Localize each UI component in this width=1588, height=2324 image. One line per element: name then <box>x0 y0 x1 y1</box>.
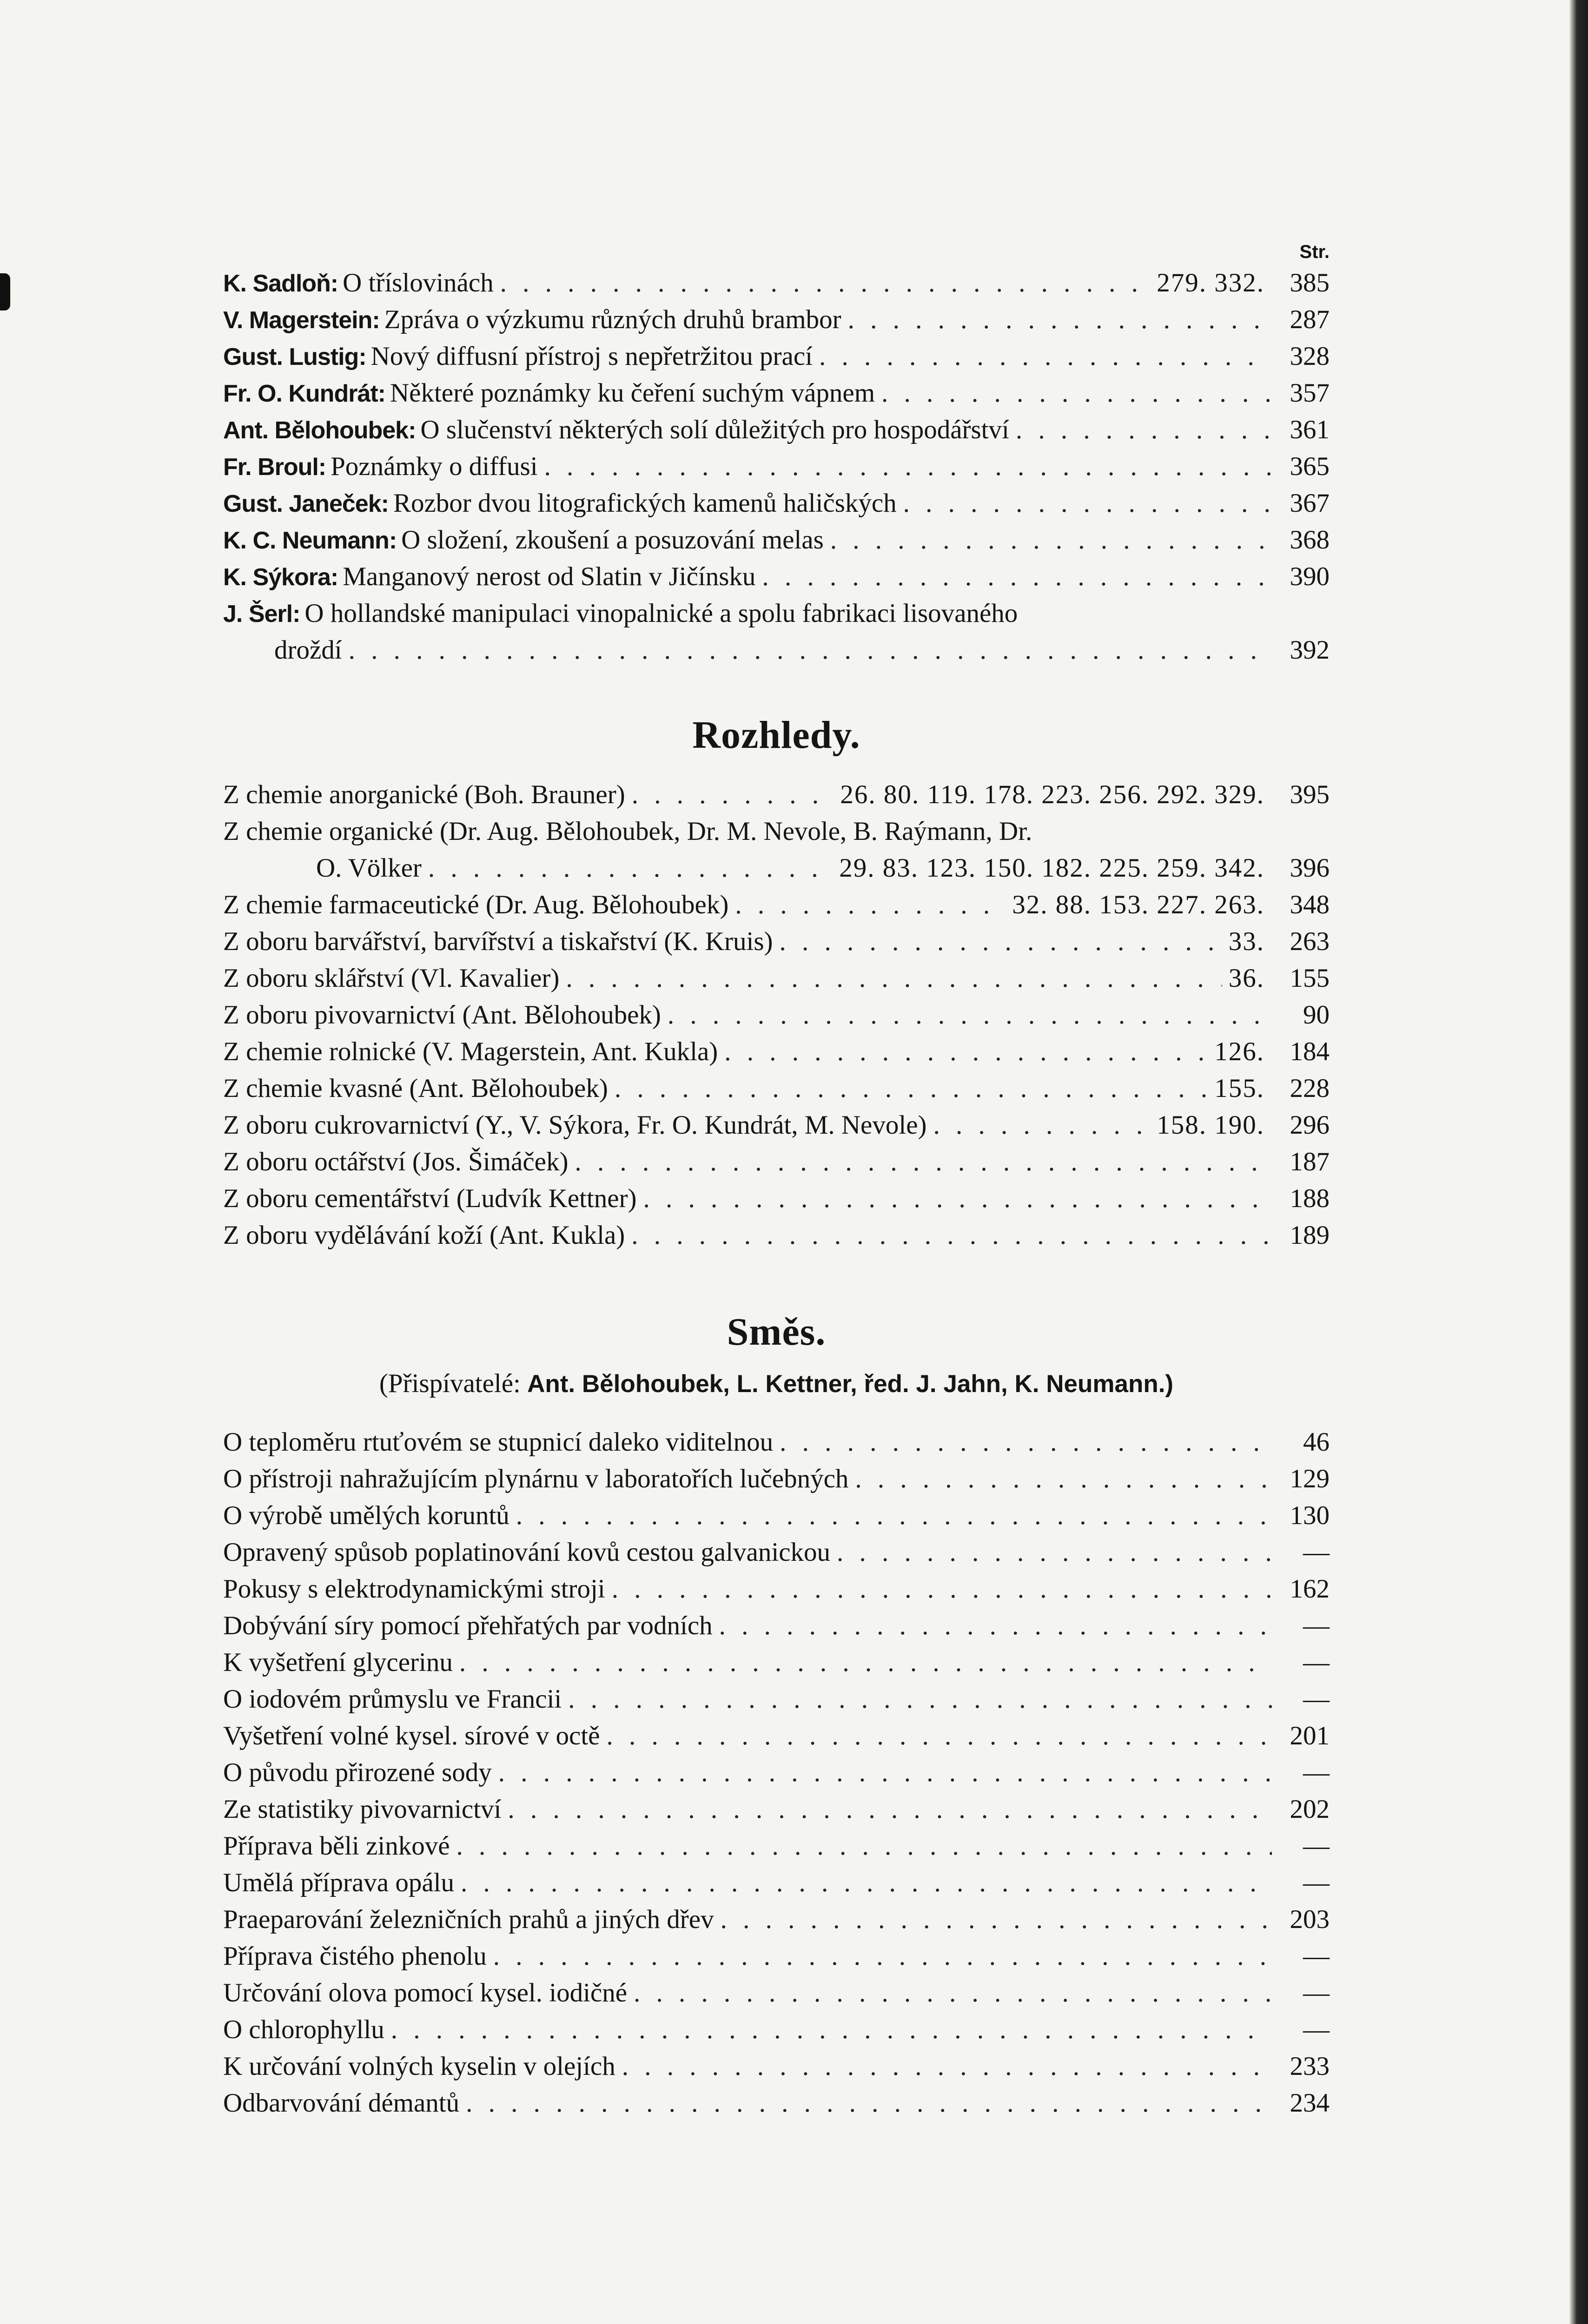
dot-leader <box>668 997 1272 1033</box>
toc-title: Opravený spůsob poplatinování kovů cestou galvanickou <box>223 1538 830 1567</box>
dot-leader <box>719 1607 1272 1644</box>
toc-row <box>223 1791 1330 1828</box>
dot-leader <box>848 301 1272 338</box>
toc-row <box>223 1143 1330 1180</box>
toc-row <box>223 1497 1330 1534</box>
toc-author: Ant. Bělohoubek: <box>223 417 416 444</box>
toc-extra-pages: 126. <box>1214 1037 1264 1066</box>
toc-extra-pages: 158. 190. <box>1157 1110 1264 1140</box>
toc-author: K. Sýkora: <box>223 564 338 591</box>
toc-page: 396 <box>1290 853 1330 883</box>
toc-row <box>223 1938 1330 1974</box>
toc-row <box>223 411 1330 448</box>
toc-extra-pages: 32. 88. 153. 227. 263. <box>1012 890 1264 919</box>
toc-title: Z chemie rolnické (V. Magerstein, Ant. Kukla) <box>223 1037 718 1066</box>
toc-title: Z chemie organické (Dr. Aug. Bělohoubek, Dr. M. Nevole, B. Raýmann, Dr. <box>223 817 1032 846</box>
toc-row <box>223 485 1330 522</box>
toc-page: 189 <box>1290 1221 1330 1250</box>
dot-leader <box>500 264 1151 301</box>
toc-row <box>223 960 1330 997</box>
dot-leader <box>544 448 1272 485</box>
toc-page: — <box>1303 1758 1330 1787</box>
toc-extra-pages: 36. <box>1228 964 1264 993</box>
toc-title: Odbarvování démantů <box>223 2088 460 2118</box>
toc-row <box>223 923 1330 960</box>
toc-title: Z oboru vydělávání koží (Ant. Kukla) <box>223 1221 625 1250</box>
toc-row-left <box>223 1534 1278 1571</box>
toc-row-left <box>223 1901 1278 1938</box>
toc-row-left <box>223 776 840 813</box>
toc-title: Z chemie kvasné (Ant. Bělohoubek) <box>223 1074 608 1103</box>
toc-title: Určování olova pomocí kysel. iodičné <box>223 1978 628 2007</box>
toc-row-left <box>223 522 1278 559</box>
toc-title: K vyšetření glycerinu <box>223 1648 453 1677</box>
toc-row <box>223 448 1330 485</box>
toc-row-left <box>223 1033 1214 1070</box>
toc-row-left <box>223 301 1278 339</box>
dot-leader <box>568 1681 1272 1717</box>
toc-title: O chlorophyllu <box>223 2015 384 2044</box>
toc-page: — <box>1303 1684 1330 1714</box>
toc-title: Zpráva o výzkumu různých druhů brambor <box>384 305 841 334</box>
dot-leader <box>575 1143 1272 1180</box>
dot-leader <box>606 1717 1272 1754</box>
toc-author: Gust. Lustig: <box>223 343 366 370</box>
toc-author: Fr. O. Kundrát: <box>223 380 385 407</box>
toc-page: 233 <box>1290 2052 1330 2081</box>
dot-leader <box>459 1644 1272 1681</box>
toc-title: O složení, zkoušení a posuzování melas <box>401 525 824 555</box>
toc-page: — <box>1303 1941 1330 1971</box>
toc-row <box>223 1974 1330 2011</box>
toc-row <box>223 595 1330 632</box>
toc-row-left <box>223 2011 1278 2048</box>
toc-page: 365 <box>1290 452 1330 481</box>
toc-extra-pages: 279. 332. <box>1157 268 1264 297</box>
toc-title: Z oboru pivovarnictví (Ant. Bělohoubek) <box>223 1000 661 1030</box>
toc-row-left <box>223 1217 1278 1254</box>
dot-leader <box>428 850 833 886</box>
toc-page: 188 <box>1290 1184 1330 1213</box>
toc-title: Manganový nerost od Slatin v Jičínsku <box>343 562 756 591</box>
toc-author: K. Sadloň: <box>223 270 338 297</box>
toc-title: droždí <box>274 635 342 665</box>
toc-row-left <box>223 1143 1278 1180</box>
toc-author: Gust. Janeček: <box>223 490 389 517</box>
dot-leader <box>819 338 1272 375</box>
toc-extra-pages: 33. <box>1228 927 1264 956</box>
dot-leader <box>724 1033 1208 1070</box>
toc-row <box>223 2085 1330 2121</box>
contributors-prefix: (Přispívatelé: <box>379 1369 521 1398</box>
toc-row <box>223 1424 1330 1460</box>
toc-row <box>223 1460 1330 1497</box>
toc-page: — <box>1303 1538 1330 1567</box>
toc-row-left <box>223 1070 1214 1107</box>
toc-title: K určování volných kyselin v olejích <box>223 2052 615 2081</box>
toc-row-left <box>223 1180 1278 1217</box>
toc-row <box>223 2011 1330 2048</box>
toc-row-left <box>223 813 1330 850</box>
toc-page: 202 <box>1290 1795 1330 1824</box>
toc-row-left <box>223 1791 1278 1828</box>
toc-row <box>223 886 1330 923</box>
toc-page: 385 <box>1290 268 1330 297</box>
toc-title: Dobývání síry pomocí přehřatých par vodních <box>223 1611 713 1640</box>
rozhledy-list <box>223 776 1330 1254</box>
toc-title: Příprava čistého phenolu <box>223 1941 487 1971</box>
dot-leader <box>721 1901 1272 1938</box>
toc-row-left <box>223 1938 1278 1974</box>
toc-page: 357 <box>1290 378 1330 408</box>
toc-title: O původu přirozené sody <box>223 1758 492 1787</box>
dot-leader <box>631 1217 1272 1254</box>
scan-mark <box>0 273 10 310</box>
toc-title: O hollandské manipulaci vinopalnické a spolu fabrikaci lisovaného <box>304 599 1018 628</box>
toc-page: 162 <box>1290 1574 1330 1604</box>
toc-row-left <box>223 1681 1278 1717</box>
toc-row <box>223 301 1330 338</box>
toc-page: 392 <box>1290 635 1330 665</box>
toc-row-left <box>223 338 1278 376</box>
toc-row-left <box>223 411 1278 449</box>
toc-row-left <box>223 264 1157 302</box>
toc-row-left <box>223 886 1012 923</box>
toc-row <box>223 1681 1330 1717</box>
toc-row-left <box>223 1754 1278 1791</box>
toc-row <box>223 1107 1330 1143</box>
toc-title: Vyšetření volné kysel. sírové v octě <box>223 1721 600 1750</box>
toc-row-left <box>223 558 1278 596</box>
toc-row <box>223 1644 1330 1681</box>
toc-page: 90 <box>1303 1000 1330 1030</box>
toc-row <box>223 813 1330 850</box>
toc-row-left <box>223 1864 1278 1901</box>
dot-leader <box>632 776 834 813</box>
dot-leader <box>735 886 1006 923</box>
toc-author: V. Magerstein: <box>223 307 380 334</box>
toc-extra-pages: 155. <box>1214 1074 1264 1103</box>
toc-row <box>223 1534 1330 1571</box>
toc-row-left <box>223 923 1229 960</box>
dot-leader <box>780 1424 1272 1460</box>
toc-row <box>223 1901 1330 1938</box>
dot-leader <box>837 1534 1272 1571</box>
toc-page: 348 <box>1290 890 1330 919</box>
dot-leader <box>1016 411 1272 448</box>
toc-row-left <box>223 1607 1278 1644</box>
toc-page: 263 <box>1290 927 1330 956</box>
toc-row <box>223 1828 1330 1864</box>
toc-title: Z chemie farmaceutické (Dr. Aug. Bělohoubek) <box>223 890 729 919</box>
dot-leader <box>643 1180 1272 1217</box>
toc-page: 361 <box>1290 415 1330 444</box>
section-heading-smes: Směs. <box>727 1310 826 1353</box>
toc-content <box>223 242 1330 2121</box>
toc-page: 328 <box>1290 342 1330 371</box>
toc-title: O. Völker <box>316 853 422 883</box>
toc-title: Praeparování železničních prahů a jiných dřev <box>223 1905 714 1934</box>
toc-page: 155 <box>1290 964 1330 993</box>
toc-row-left <box>223 1107 1157 1143</box>
toc-page: 234 <box>1290 2088 1330 2118</box>
toc-page: 201 <box>1290 1721 1330 1750</box>
toc-row <box>223 264 1330 301</box>
toc-row-left <box>223 375 1278 412</box>
toc-author: Fr. Broul: <box>223 454 326 481</box>
toc-row-left <box>223 2085 1278 2121</box>
page-column-label: Str. <box>1299 242 1330 262</box>
toc-row <box>223 558 1330 595</box>
dot-leader <box>634 1974 1272 2011</box>
toc-page: 395 <box>1290 780 1330 809</box>
toc-page: 228 <box>1290 1074 1330 1103</box>
toc-page: 203 <box>1290 1905 1330 1934</box>
toc-row-left <box>223 850 839 886</box>
dot-leader <box>516 1497 1272 1534</box>
dot-leader <box>566 960 1222 997</box>
dot-leader <box>762 558 1272 595</box>
dot-leader <box>349 632 1272 668</box>
toc-row-left <box>223 1571 1278 1607</box>
toc-title: Z oboru cukrovarnictví (Y., V. Sýkora, Fr. O. Kundrát, M. Nevole) <box>223 1110 927 1140</box>
dot-leader <box>466 2085 1272 2121</box>
dot-leader <box>933 1107 1150 1143</box>
dot-leader <box>457 1828 1272 1864</box>
toc-page: 367 <box>1290 489 1330 518</box>
toc-row-left <box>223 2048 1278 2085</box>
dot-leader <box>622 2048 1272 2085</box>
toc-page: — <box>1303 1868 1330 1897</box>
toc-title: Některé poznámky ku čeření suchým vápnem <box>390 378 875 408</box>
toc-author: J. Šerl: <box>223 601 300 627</box>
toc-page: 368 <box>1290 525 1330 555</box>
toc-row <box>223 1864 1330 1901</box>
toc-extra-pages: 26. 80. 119. 178. 223. 256. 292. 329. <box>840 780 1264 809</box>
toc-author: K. C. Neumann: <box>223 527 397 554</box>
toc-row <box>223 522 1330 558</box>
toc-title: O přístroji nahražujícím plynárnu v laboratořích lučebných <box>223 1464 849 1493</box>
dot-leader <box>903 485 1272 522</box>
toc-row-left <box>223 1644 1278 1681</box>
toc-page: 187 <box>1290 1147 1330 1176</box>
toc-title: Z oboru sklářství (Vl. Kavalier) <box>223 964 560 993</box>
toc-row <box>223 776 1330 813</box>
toc-title: O iodovém průmyslu ve Francii <box>223 1684 562 1714</box>
toc-row-left <box>223 997 1278 1033</box>
toc-row <box>223 1571 1330 1607</box>
toc-title: Nový diffusní přístroj s nepřetržitou prací <box>371 342 813 371</box>
dot-leader <box>493 1938 1272 1974</box>
toc-page: 129 <box>1290 1464 1330 1493</box>
toc-row-left <box>223 1974 1278 2011</box>
toc-page: 296 <box>1290 1110 1330 1140</box>
toc-row-left <box>223 448 1278 486</box>
smes-list <box>223 1424 1330 2121</box>
toc-title: Z chemie anorganické (Boh. Brauner) <box>223 780 625 809</box>
toc-row <box>223 1033 1330 1070</box>
dot-leader <box>498 1754 1272 1791</box>
dot-leader <box>615 1070 1208 1107</box>
toc-title: O slučenství některých solí důležitých pro hospodářství <box>420 415 1009 444</box>
toc-row <box>223 1607 1330 1644</box>
toc-page: — <box>1303 2015 1330 2044</box>
toc-row-left <box>223 1828 1278 1864</box>
toc-page: 184 <box>1290 1037 1330 1066</box>
toc-page: 390 <box>1290 562 1330 591</box>
authors-list <box>223 264 1330 595</box>
contributors-line <box>223 1368 1330 1399</box>
toc-row-left <box>223 1717 1278 1754</box>
toc-title: O tříslovinách <box>343 268 494 297</box>
dot-leader <box>391 2011 1272 2048</box>
toc-row <box>223 997 1330 1033</box>
dot-leader <box>612 1571 1272 1607</box>
toc-title: Z oboru octářství (Jos. Šimáček) <box>223 1147 569 1176</box>
toc-row-left <box>223 485 1278 522</box>
dot-leader <box>830 522 1272 558</box>
toc-title: Z oboru barvářství, barvířství a tiskařství (K. Kruis) <box>223 927 773 956</box>
toc-title: Z oboru cementářství (Ludvík Kettner) <box>223 1184 637 1213</box>
toc-title: Ze statistiky pivovarnictví <box>223 1795 502 1824</box>
toc-title: Příprava běli zinkové <box>223 1831 450 1861</box>
toc-title: O výrobě umělých koruntů <box>223 1501 509 1530</box>
toc-row-left <box>223 960 1229 997</box>
toc-row-left <box>223 1497 1278 1534</box>
toc-page: — <box>1303 1831 1330 1861</box>
toc-row <box>223 1070 1330 1107</box>
toc-row <box>223 1754 1330 1791</box>
dot-leader <box>461 1864 1272 1901</box>
toc-row-left <box>223 1424 1278 1460</box>
toc-extra-pages: 29. 83. 123. 150. 182. 225. 259. 342. <box>839 853 1264 883</box>
toc-page: 46 <box>1303 1427 1330 1457</box>
toc-title: O teploměru rtuťovém se stupnicí daleko viditelnou <box>223 1427 774 1457</box>
dot-leader <box>780 923 1222 960</box>
toc-row <box>223 850 1330 886</box>
dot-leader <box>855 1460 1272 1497</box>
dot-leader <box>881 375 1272 411</box>
toc-title: Rozbor dvou litografických kamenů haličských <box>393 489 897 518</box>
toc-row <box>223 2048 1330 2085</box>
dot-leader <box>508 1791 1272 1828</box>
toc-row <box>223 632 1330 668</box>
toc-page: — <box>1303 1611 1330 1640</box>
toc-row <box>223 338 1330 375</box>
toc-title: Poznámky o diffusi <box>331 452 538 481</box>
toc-row <box>223 1717 1330 1754</box>
toc-page: — <box>1303 1648 1330 1677</box>
toc-row <box>223 1217 1330 1254</box>
toc-title: Pokusy s elektrodynamickými stroji <box>223 1574 605 1604</box>
contributors-names: Ant. Bělohoubek, L. Kettner, řed. J. Jahn, K. Neumann.) <box>527 1370 1174 1398</box>
page-edge-shadow <box>1569 0 1588 2324</box>
toc-page: 130 <box>1290 1501 1330 1530</box>
toc-page: 287 <box>1290 305 1330 334</box>
toc-page: — <box>1303 1978 1330 2007</box>
toc-row-left <box>223 1460 1278 1497</box>
toc-row <box>223 1180 1330 1217</box>
section-heading-rozhledy: Rozhledy. <box>692 713 860 757</box>
toc-row <box>223 375 1330 411</box>
toc-title: Umělá příprava opálu <box>223 1868 454 1897</box>
